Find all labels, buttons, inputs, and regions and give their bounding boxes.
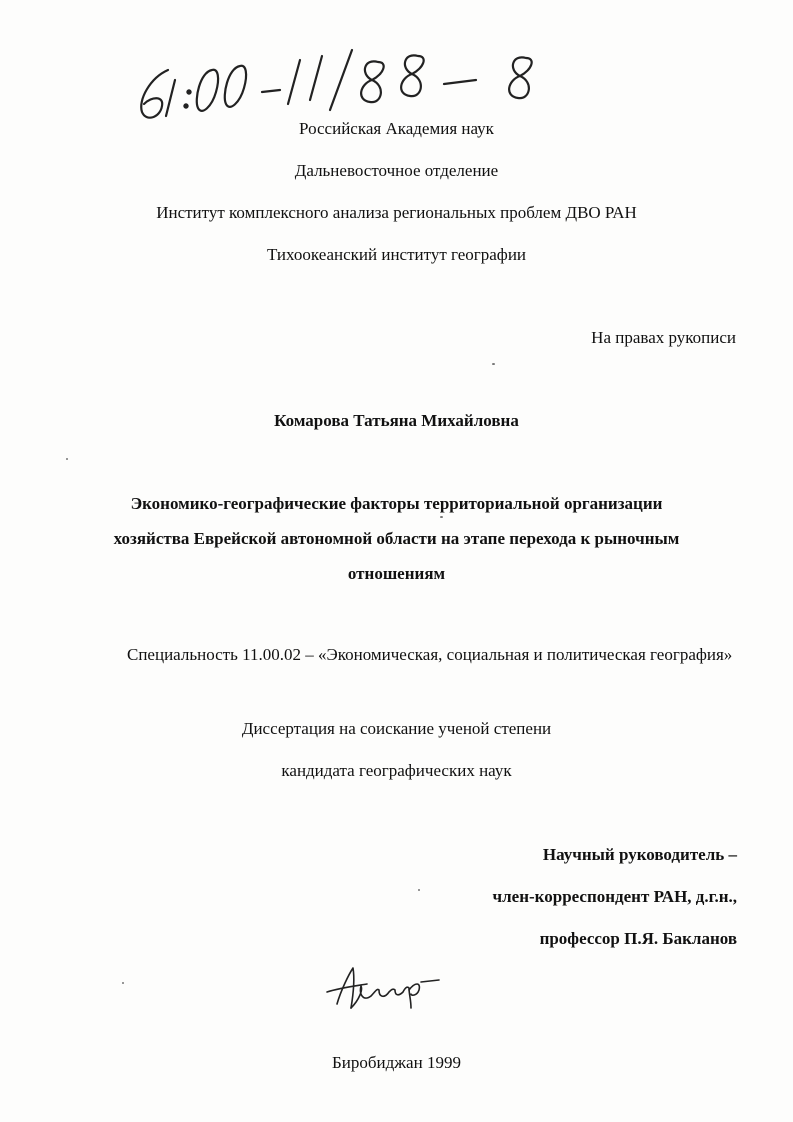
handwritten-archive-code: [0, 0, 793, 130]
supervisor-line-1: Научный руководитель –: [542, 845, 737, 864]
title-line-3: отношениям: [347, 564, 446, 583]
supervisor-line-3: профессор П.Я. Бакланов: [539, 929, 737, 948]
scan-speck: [418, 889, 420, 891]
academy-name: Российская Академия наук: [299, 119, 494, 138]
title-line-2: хозяйства Еврейской автономной области на этапе перехода к рыночным: [113, 529, 680, 548]
author-name: Комарова Татьяна Михайловна: [274, 411, 519, 430]
institute-name: Институт комплексного анализа региональных проблем ДВО РАН: [156, 203, 637, 222]
scan-speck: [122, 982, 124, 984]
branch-name: Дальневосточное отделение: [294, 161, 499, 180]
scan-speck: [66, 458, 68, 460]
dissertation-line-1: Диссертация на соискание ученой степени: [241, 719, 552, 738]
specialty: Специальность 11.00.02 – «Экономическая, социальная и политическая география»: [127, 645, 733, 664]
title-line-1: Экономико-географические факторы территориальной организации: [130, 494, 663, 513]
supervisor-line-2: член-корреспондент РАН, д.г.н.,: [492, 887, 737, 906]
place-and-year: Биробиджан 1999: [332, 1053, 461, 1072]
scan-speck: [492, 363, 495, 365]
dissertation-line-2: кандидата географических наук: [281, 761, 512, 780]
scan-speck: [440, 516, 443, 518]
institute2-name: Тихоокеанский институт географии: [266, 245, 527, 264]
author-signature: [315, 960, 445, 1020]
manuscript-note: На правах рукописи: [591, 328, 736, 347]
